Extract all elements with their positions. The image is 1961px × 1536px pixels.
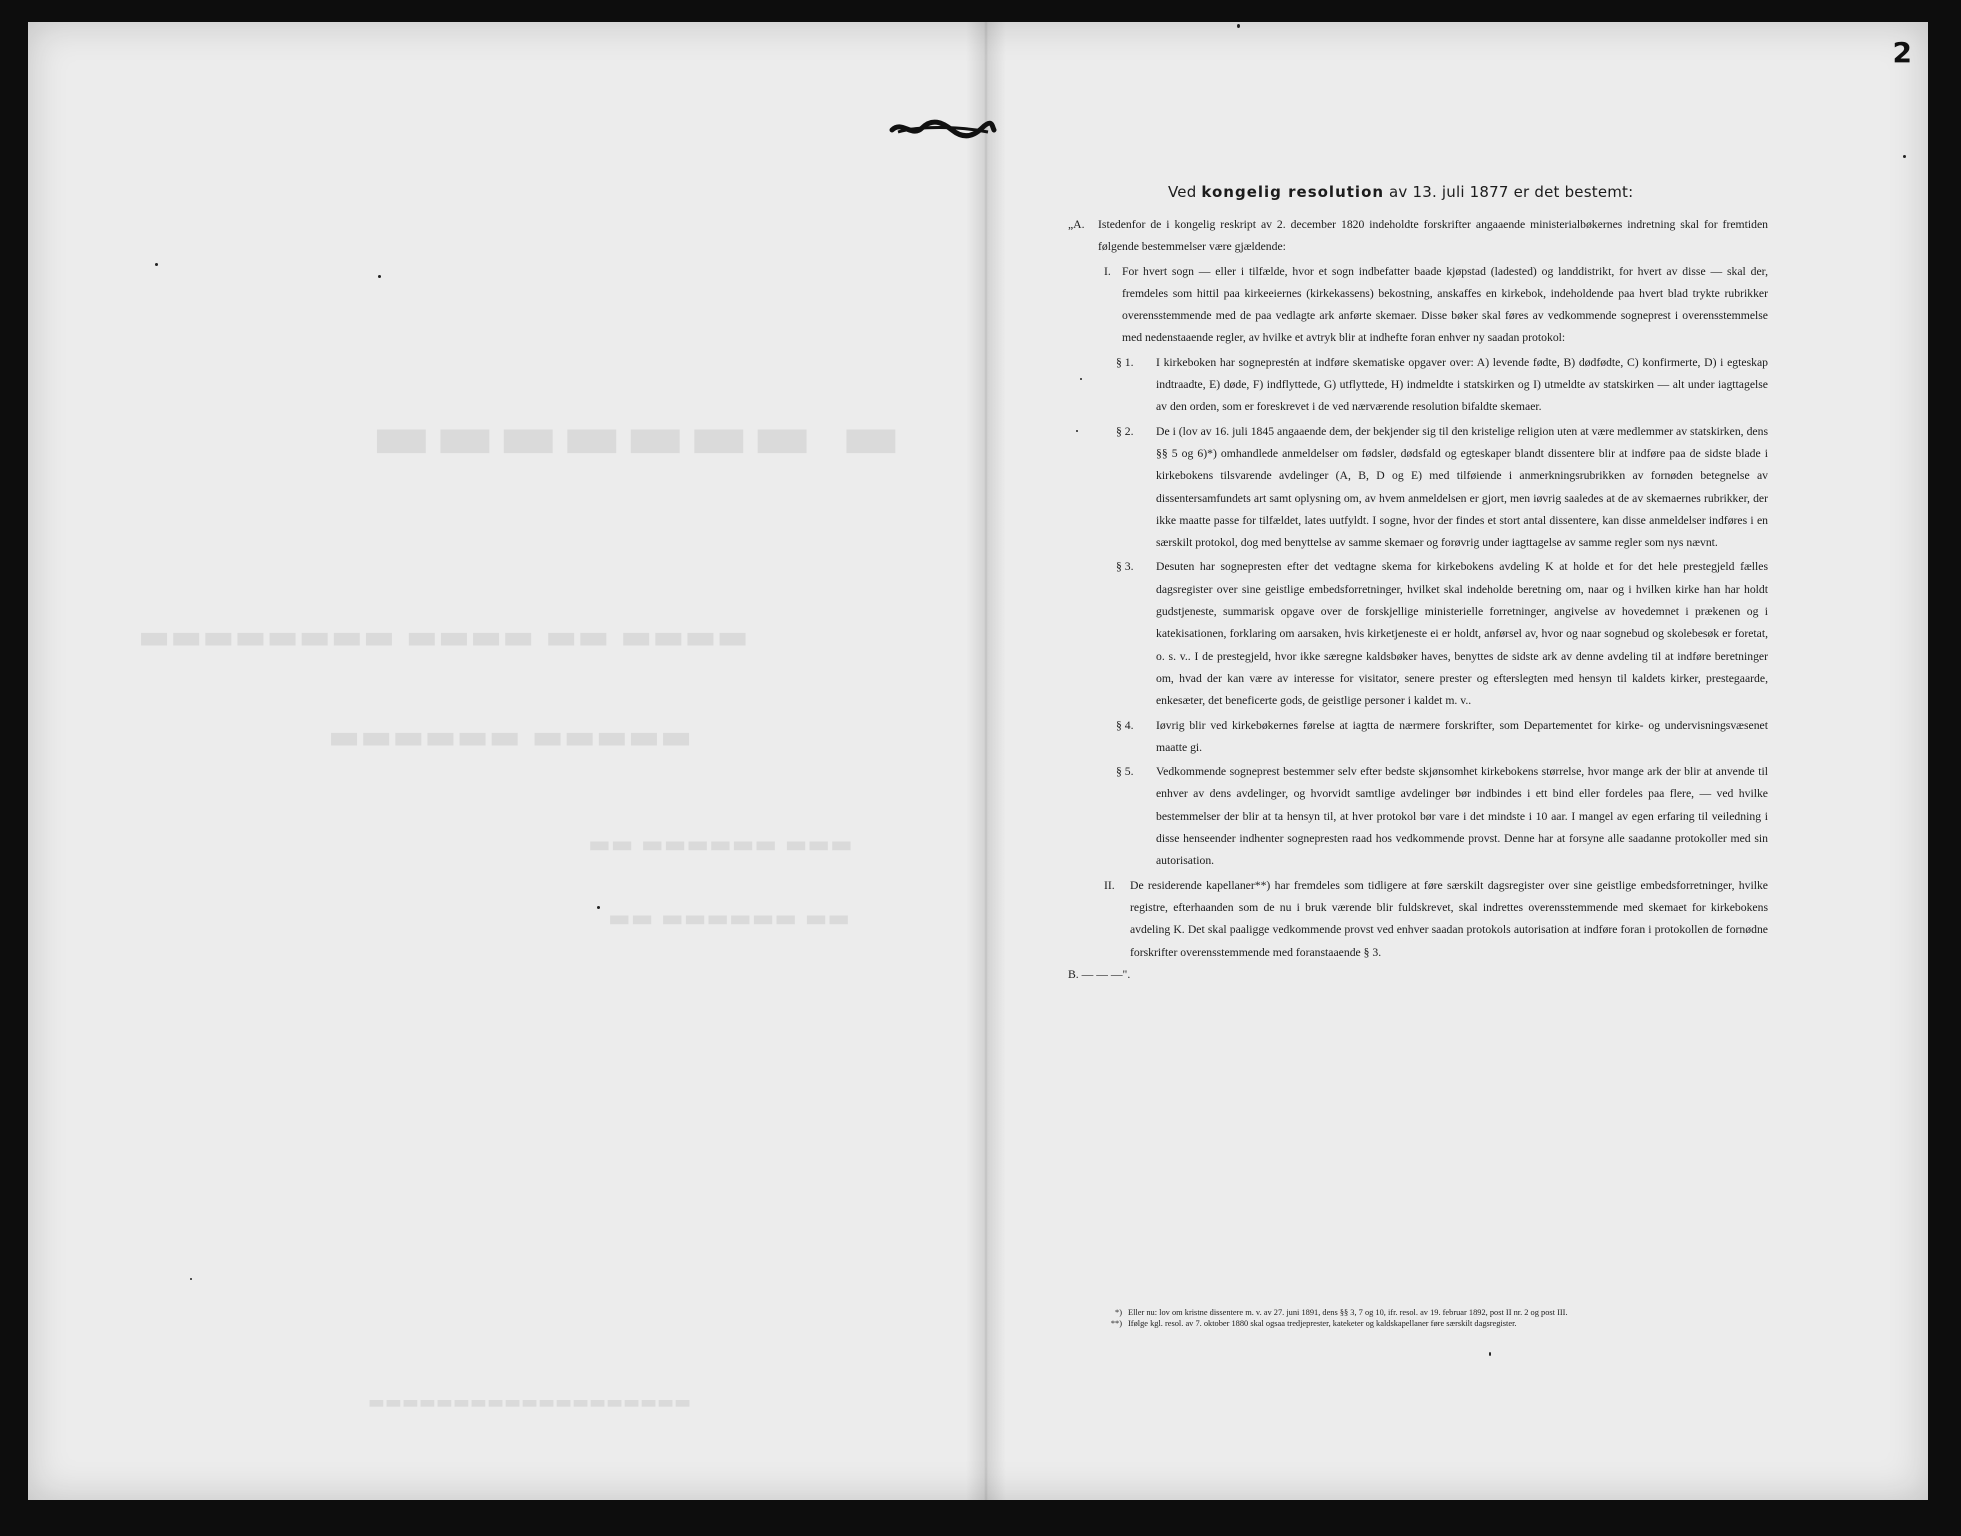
- heading-suffix: av 13. juli 1877 er det bestemt:: [1389, 183, 1634, 201]
- heading-bold: kongelig resolution: [1201, 183, 1385, 201]
- footnote-mark: *): [1115, 1308, 1122, 1317]
- footnotes: [1100, 1308, 1766, 1329]
- paragraph-label: § 3.: [1116, 560, 1134, 574]
- bleed-through-title: ▬ ▬▬▬▬▬▬▬: [368, 400, 902, 474]
- section-i-text: For hvert sogn — eller i tilfælde, hvor et sogn indbefatter baade kjøpstad (ladested) og landdistrikt, for hvert av disse — skal der, fremdeles som hittil paa kirkeeiernes (kirkekassens) bekostning, anskaffes en kirkebok, indeholdende paa hvert blad trykte rubrikker overensstemmende med de paa vedlagte ark anførte skemaer. Disse bøker skal føres av vedkommende sogneprest i overensstemmelse med nedenstaaende regler, av hvilke et avtryk blir at indhefte foran enhver ny saadan protokol:: [1122, 264, 1768, 345]
- heading-prefix: Ved: [1168, 183, 1197, 201]
- paragraph-text: Vedkommende sogneprest bestemmer selv efter bedste skjønsomhet kirkebokens størrelse, hvor mange ark der blir at anvende til enhver av dens avdelinger, og hvorvidt samtlige avdelinger bør indbindes i ett bind eller fordeles paa flere, — ved hvilke bestemmelser der blir at ta hensyn til, at hver protokol bør vare i det mindste i 10 aar. I mangel av egen erfaring til veiledning i disse henseender indhenter sognepresten raad hos vedkommende provst. Denne har at forsyne alle saadanne protokoller med sin autorisation.: [1156, 765, 1768, 868]
- bleed-through-line: ▬▬▬▬▬ ▬▬▬▬▬▬: [328, 717, 693, 757]
- footnote: [1100, 1308, 1766, 1319]
- paragraph-label: § 4.: [1116, 718, 1134, 732]
- paragraph-3: [1068, 556, 1768, 712]
- footnote-text: Ifølge kgl. resol. av 7. oktober 1880 skal ogsaa tredjeprester, kateketer og kaldskapellaner føre særskilt dagsregister.: [1128, 1318, 1517, 1328]
- section-a-label: „A.: [1068, 218, 1085, 231]
- paragraph-text: I kirkeboken har sogneprestén at indføre skematiske opgaver over: A) levende fødte, B) dødfødte, C) konfirmerte, D) i egteskap indtraadte, E) døde, F) indflyttede, G) utflyttede, H) indmeldte i statskirken og I) utmeldte av statskirken — alt under iagttagelse av den orden, som er foreskrevet i de ved nærværende resolution bifaldte skemaer.: [1156, 355, 1768, 414]
- paragraph-5: [1068, 761, 1768, 872]
- section-a-text: Istedenfor de i kongelig reskript av 2. december 1820 indeholdte forskrifter angaaende ministerialbøkernes indretning skal for fremtiden følgende bestemmelser være gjældende:: [1098, 218, 1768, 254]
- section-ii-text: De residerende kapellaner**) har fremdeles som tidligere at føre særskilt dagsregister over sine geistlige embedsforretninger, hvilke registre, efterhaanden som de nu i bruk værende blir fuldskrevet, skal indrettes overensstemmende med skemaet for kirkebokens avdeling K. Det skal paaligge vedkommende provst ved enhver saadan protokols autorisation at indføre foran i protokollen de fornødne forskrifter overensstemmende med foranstaaende § 3.: [1130, 878, 1768, 959]
- section-i: [1068, 261, 1768, 350]
- paragraph-4: [1068, 715, 1768, 760]
- footnote-text: Eller nu: lov om kristne dissentere m. v. av 27. juni 1891, dens §§ 3, 7 og 10, ifr. resol. av 19. februar 1892, post II nr. 2 og post III.: [1128, 1308, 1568, 1317]
- section-b: B. — — —".: [1068, 967, 1131, 981]
- section-a: [1068, 214, 1768, 259]
- footnote-mark: **): [1110, 1318, 1122, 1328]
- paragraph-text: De i (lov av 16. juli 1845 angaaende dem, der bekjender sig til den kristelige religion uten at være medlemmer av statskirken, dens §§ 5 og 6)*) omhandlede anmeldelser om fødsler, dødsfald og egteskaper blandt dissentere blir at indføre paa de sidste blade i kirkebokens tilsvarende avdelinger (A, B, D og E) med tilføiende i anmerkningsrubrikken av fornøden betegnelse av dissentersamfundets art samt oplysning om, av hvem anmeldelsen er gjort, men iøvrig saaledes at de av skemaernes rubrikker, der ikke maatte passe for tilfældet, lates uutfyldt. I sogne, hvor der findes et stort antal dissentere, kan disse anmeldelser indføres i en særskilt protokol, dog med benyttelse av samme skemaer og forøvrig under iagttagelse av samme regler som nys nævnt.: [1156, 424, 1768, 550]
- bleed-through-line: ▬▬▬▬▬▬▬▬▬▬▬▬▬▬▬▬▬▬▬: [368, 1392, 692, 1413]
- paragraph-1: [1068, 352, 1768, 419]
- bleed-through-line: ▬▬ ▬▬▬▬▬▬ ▬▬: [608, 904, 851, 932]
- paragraph-text: Desuten har sognepresten efter det vedtagne skema for kirkebokens avdeling K at holde et for det hele prestegjeld fælles dagsregister over sine geistlige embedsforretninger, hvilket skal indeholde beretning om, naar og i hvilken kirke han har holdt gudstjeneste, summarisk opgave over de forskjellige ministerielle forretninger, angivelse av hovedemnet i prækenen og i katekisationen, forklaring om aarsaken, hvis kirketjeneste ei er holdt, anførsel av, hvor og naar sognebud og skolebesøk er foretat, o. s. v.. I de prestegjeld, hvor ikke særegne kaldsbøker haves, benyttes de sidste ark av denne avdeling til at indføre beretninger om, hvad der kan være av interesse for visitator, senere prester og efterslegten med hensyn til kaldets kirker, prestegaarde, enkesæter, det beneficerte gods, de geistlige personer i kaldet m. v..: [1156, 560, 1768, 708]
- bleed-through-line: ▬▬▬ ▬▬▬▬▬▬ ▬▬: [588, 830, 853, 858]
- section-ii-label: II.: [1104, 878, 1115, 892]
- paragraph-label: § 1.: [1116, 355, 1134, 369]
- paragraph-label: § 5.: [1116, 765, 1134, 779]
- paragraph-label: § 2.: [1116, 424, 1134, 438]
- paragraph-text: Iøvrig blir ved kirkebøkernes førelse at iagtta de nærmere forskrifter, som Departementet for kirke- og undervisningsvæsenet maatte gi.: [1156, 718, 1768, 754]
- ornament-icon: [888, 116, 998, 142]
- paragraph-2: [1068, 421, 1768, 555]
- resolution-text: [1068, 186, 1768, 986]
- bleed-through-line: ▬▬▬▬ ▬▬ ▬▬▬▬ ▬▬▬▬▬▬▬▬: [138, 617, 749, 657]
- section-ii: [1068, 875, 1768, 964]
- section-i-label: I.: [1104, 264, 1111, 278]
- footnote: [1100, 1319, 1766, 1330]
- left-page: [28, 22, 978, 1500]
- page-number: 2: [1892, 36, 1912, 69]
